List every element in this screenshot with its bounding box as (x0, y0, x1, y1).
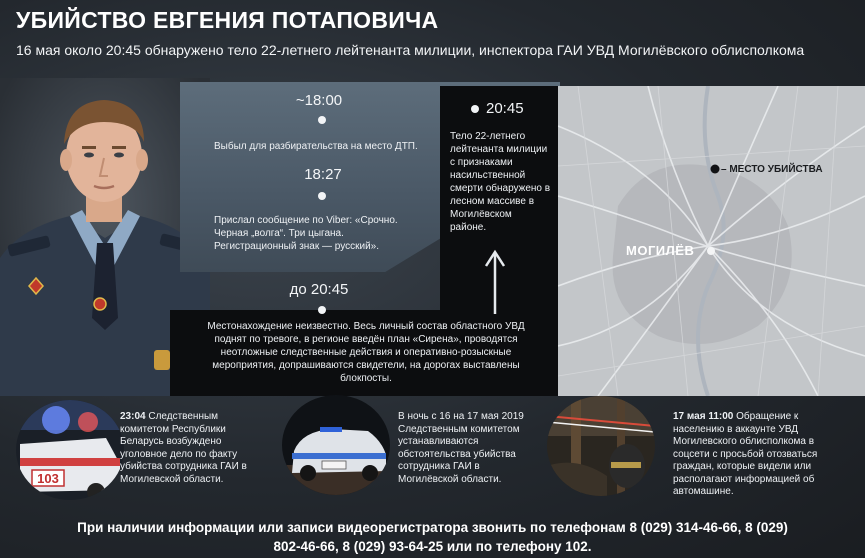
card-1-image (16, 400, 124, 500)
timeline-dot-2 (318, 192, 326, 200)
timeline-dot-4 (318, 306, 326, 314)
card-3-image (547, 396, 655, 496)
map-label-city: МОГИЛЁВ (626, 243, 695, 258)
contact-line-2: 802-46-66, 8 (029) 93-64-25 или по телефону 102. (273, 539, 592, 554)
timeline-text-2: Прислал сообщение по Viber: «Срочно. Черная „волга“. Три цыгана. Регистрационный знак — русский». (214, 215, 398, 252)
timeline-time-4: до 20:45 (289, 281, 349, 298)
timeline-time-3: 20:45 (486, 100, 524, 117)
map-label-place: – МЕСТО УБИЙСТВА (721, 164, 823, 175)
timeline-dot-3 (471, 105, 479, 113)
timeline-text-1: Выбыл для разбирательства на место ДТП. (214, 141, 418, 152)
contact-line-1: При наличии информации или записи видеорегистратора звонить по телефонам 8 (029) 314-46-66, 8 (029) (77, 520, 788, 535)
arrow-up-icon (484, 248, 506, 314)
page-subtitle: 16 мая около 20:45 обнаружено тело 22-летнего лейтенанта милиции, инспектора ГАИ УВД Могилёвского облисполкома (16, 42, 805, 58)
timeline-time-1: ~18:00 (295, 92, 343, 109)
contact-footer (10, 518, 855, 556)
card-3-text: 17 мая 11:00 Обращение к населению в аккаунте УВД Могилевского облисполкома в соцсети с просьбой отозваться граждан, которые видели или располагают информацией об автомашине. (673, 411, 818, 497)
card-2-text: В ночь с 16 на 17 мая 2019 Следственным комитетом устанавливаются обстоятельства убийства сотрудника ГАИ в Могилёвской области. (398, 411, 524, 485)
timeline-dot-1 (318, 116, 326, 124)
card-1-text: 23:04 Следственным комитетом Республики Беларусь возбуждено уголовное дело по факту убийства сотрудника ГАИ в Могилевской области. (120, 411, 247, 485)
timeline-text-4: Местонахождение неизвестно. Весь личный состав областного УВД поднят по тревоге, в регионе введён план «Сирена», проводятся неотложные следственные действия и оперативно-розыскные мероприятия, допрашиваются свидетели, на дорогах выставлены блокпосты. (207, 321, 525, 384)
card-1-car-number: 103 (37, 471, 59, 486)
timeline-time-2: 18:27 (304, 166, 342, 183)
page-title: УБИЙСТВО ЕВГЕНИЯ ПОТАПОВИЧА (16, 7, 439, 33)
card-2-image (282, 395, 390, 495)
timeline-text-3: Тело 22-летнего лейтенанта милиции с признаками насильственной смерти обнаружено в лесном массиве в Могилёвском районе. (450, 131, 551, 233)
map (558, 86, 865, 396)
